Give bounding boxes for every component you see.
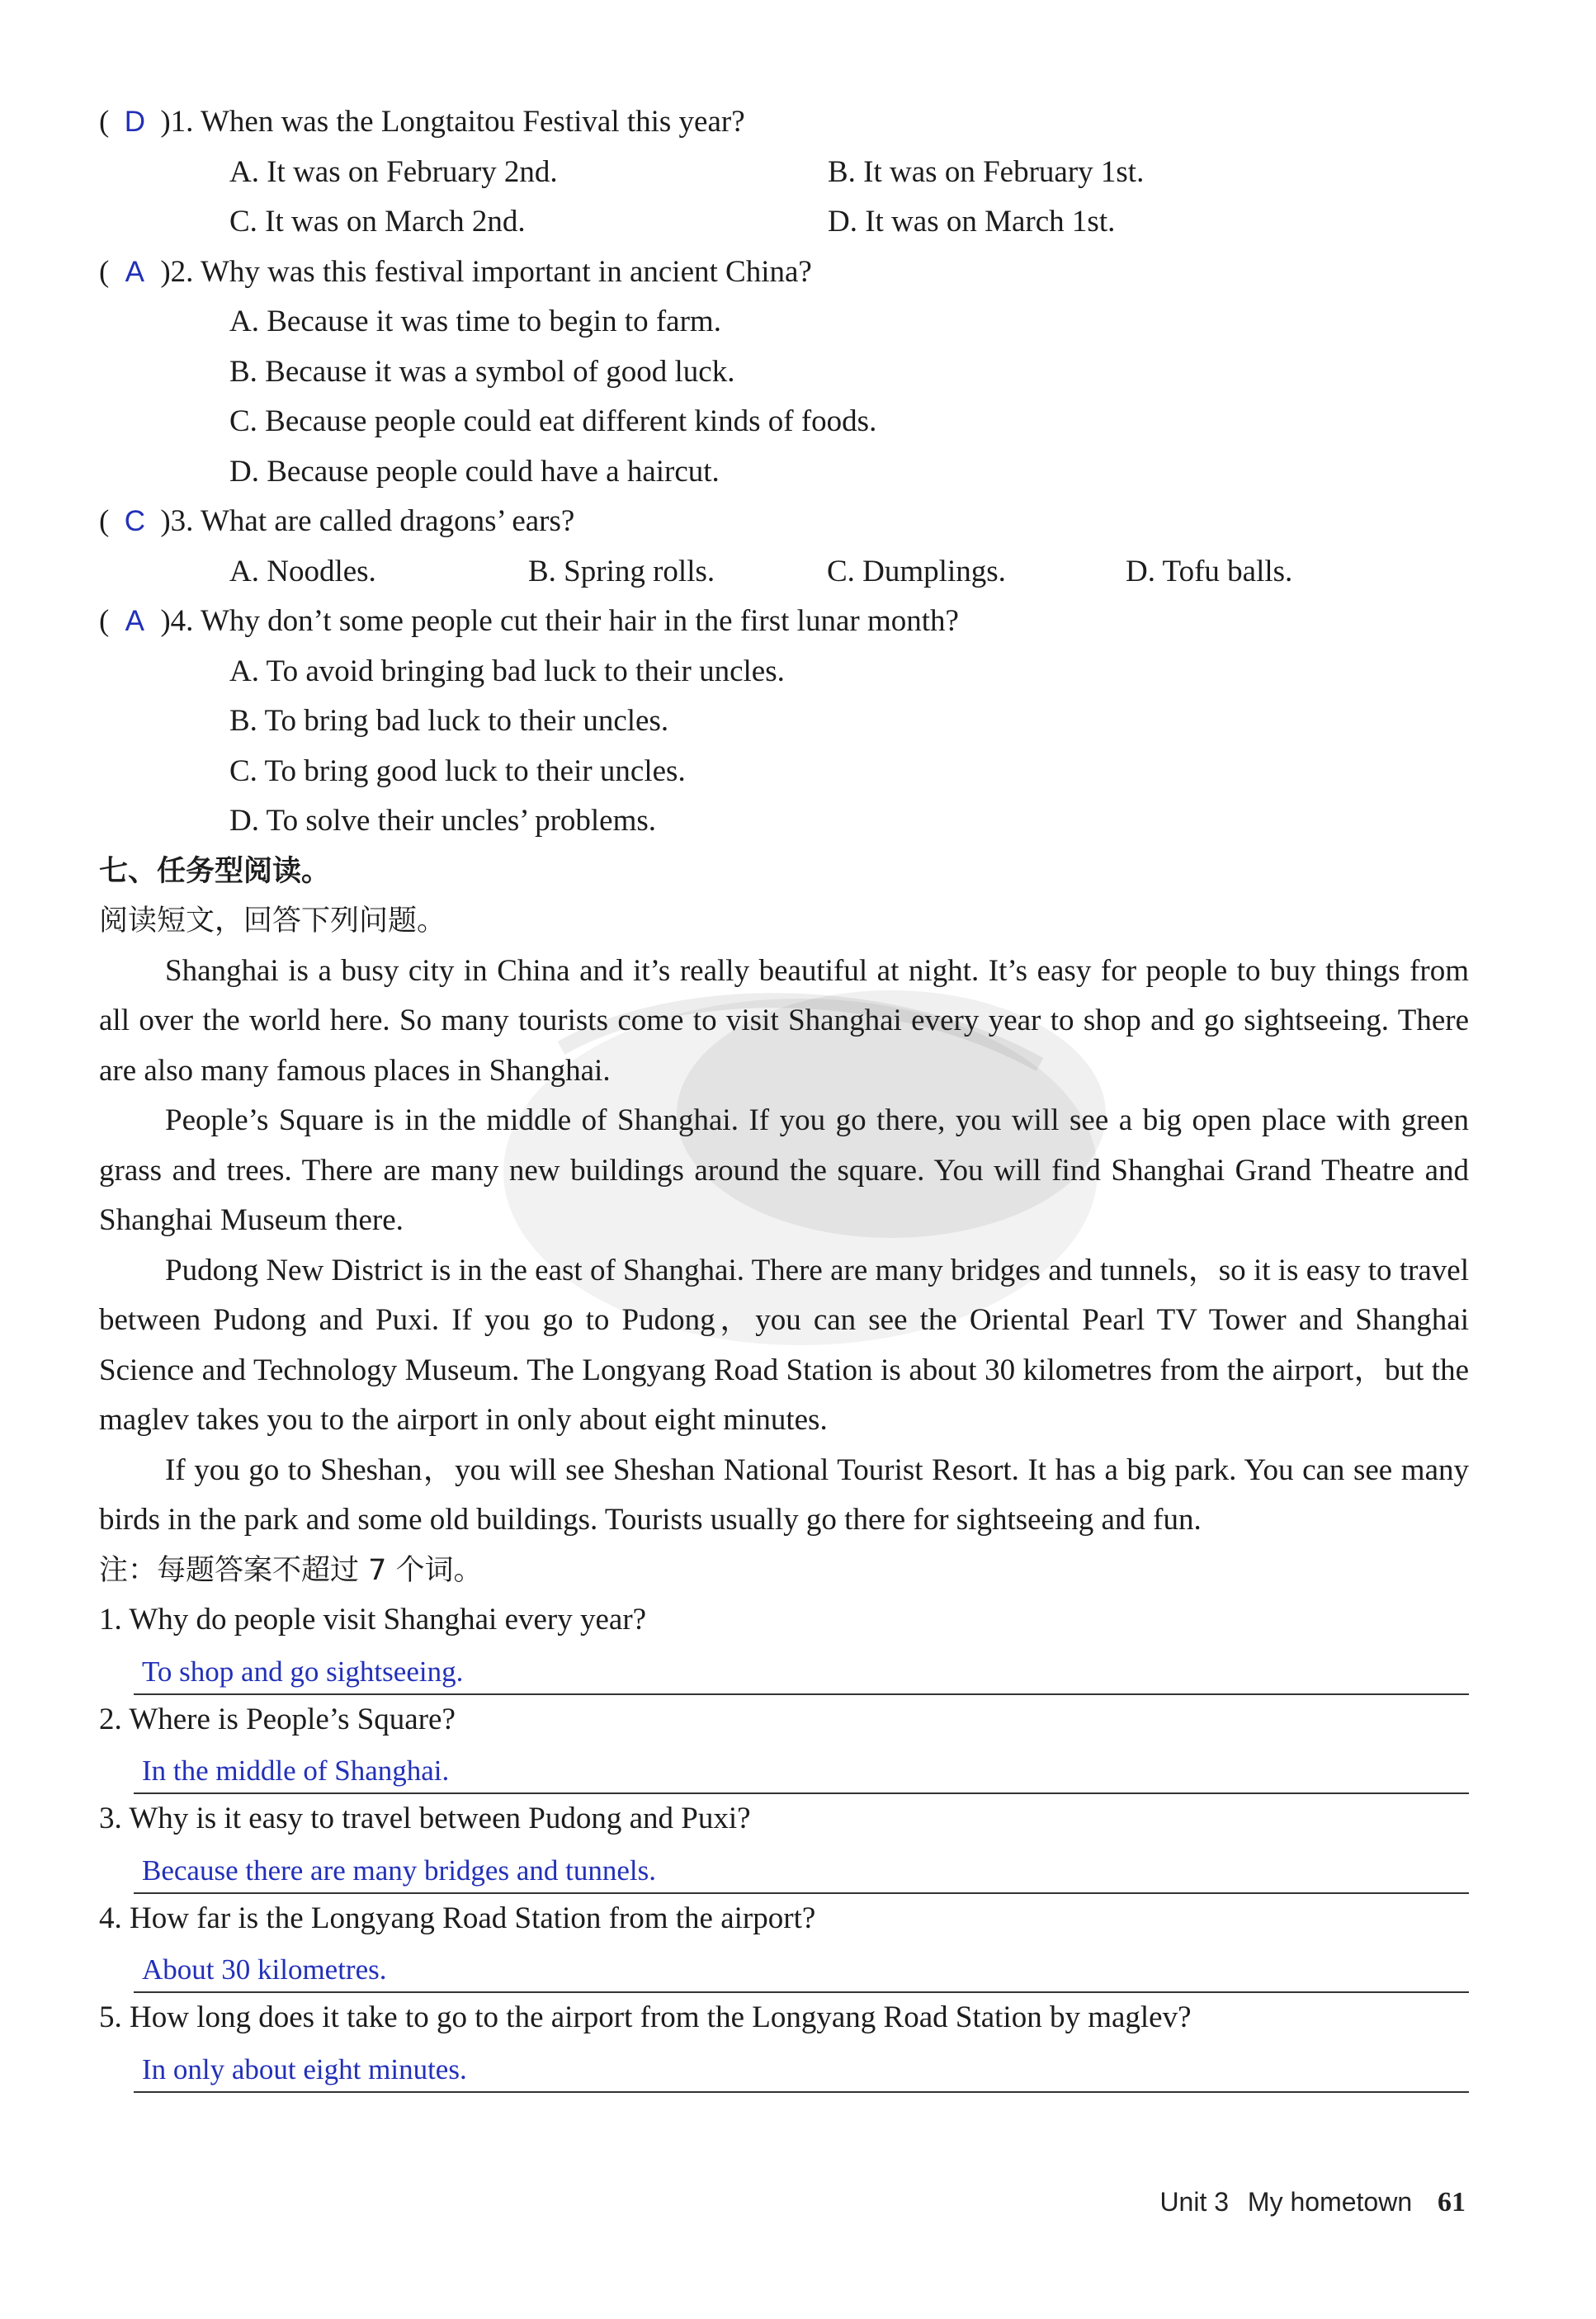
qa-question-2: 2. Where is People’s Square?	[99, 1702, 456, 1736]
qa-answer-line-1	[134, 1646, 1469, 1695]
section-heading: 七、任务型阅读。	[99, 854, 331, 888]
question-3-stem: )3. What are called dragons’ ears?	[160, 504, 575, 538]
option: A. Noodles.	[229, 554, 376, 588]
question-1-stem: )1. When was the Longtaitou Festival this year?	[160, 105, 745, 139]
footer-unit: Unit 3	[1159, 2187, 1230, 2217]
option: D. Tofu balls.	[1126, 554, 1293, 588]
qa-answer-2: In the middle of Shanghai.	[142, 1755, 450, 1787]
qa-question-1: 1. Why do people visit Shanghai every year?	[99, 1603, 647, 1637]
qa-answer-4: About 30 kilometres.	[142, 1953, 387, 1986]
worksheet-page	[99, 97, 1469, 2093]
question-4: ( A )4. Why don’t some people cut their hair in the first lunar month?	[99, 597, 1469, 647]
option: C. Dumplings.	[827, 554, 1006, 588]
option: C. To bring good luck to their uncles.	[229, 753, 686, 788]
answer-1: D	[124, 106, 145, 138]
qa-answer-1: To shop and go sightseeing.	[142, 1655, 464, 1688]
option: B. It was on February 1st.	[828, 154, 1145, 189]
option: B. Because it was a symbol of good luck.	[229, 354, 735, 389]
option: D. To solve their uncles’ problems.	[229, 804, 657, 838]
qa-answer-line-5	[134, 2043, 1469, 2093]
answer-4: A	[125, 605, 144, 637]
passage-paragraph: Pudong New District is in the east of Shanghai. There are many bridges and tunnels，so it is easy to travel between Pudong and Puxi. If you go to Pudong，you can see the Oriental Pearl TV Tower and Shanghai Science and Technology Museum. The Longyang Road Station is about 30 kilometres from the airport，but the maglev takes you to the airport in only about eight minutes.	[99, 1253, 1469, 1437]
passage-paragraph: People’s Square is in the middle of Shanghai. If you go there, you will see a big open place with green grass and trees. There are many new buildings around the square. You will find Shanghai Grand Theatre and Shanghai Museum there.	[99, 1103, 1469, 1237]
section-instruction: 阅读短文，回答下列问题。	[99, 904, 446, 938]
answer-3: C	[124, 505, 145, 537]
footer-title: My hometown	[1247, 2187, 1413, 2217]
question-3-options	[99, 547, 1469, 597]
qa-question-5: 5. How long does it take to go to the airport from the Longyang Road Station by maglev?	[99, 2000, 1192, 2034]
qa-answer-line-4	[134, 1944, 1469, 1993]
qa-answer-5: In only about eight minutes.	[142, 2052, 467, 2085]
option: A. It was on February 2nd.	[229, 154, 558, 189]
question-3: ( C )3. What are called dragons’ ears?	[99, 497, 1469, 547]
answer-note: 注：每题答案不超过 7 个词。	[99, 1553, 483, 1587]
option: B. Spring rolls.	[528, 554, 715, 588]
option: A. Because it was time to begin to farm.	[229, 305, 721, 338]
qa-question-4: 4. How far is the Longyang Road Station from the airport?	[99, 1901, 816, 1935]
page-number: 61	[1438, 2187, 1466, 2217]
qa-answer-line-3	[134, 1844, 1469, 1894]
option: C. Because people could eat different kinds of foods.	[229, 404, 877, 438]
option: C. It was on March 2nd.	[229, 205, 526, 239]
option: B. To bring bad luck to their uncles.	[229, 704, 669, 738]
question-1-options-row-2	[99, 197, 1469, 248]
qa-answer-line-2	[134, 1745, 1469, 1794]
qa-question-3: 3. Why is it easy to travel between Pudong and Puxi?	[99, 1802, 751, 1835]
question-1: ( D )1. When was the Longtaitou Festival this year?	[99, 97, 1469, 148]
passage-paragraph: If you go to Sheshan，you will see Sheshan National Tourist Resort. It has a big park. You can see many birds in the park and some old buildings. Tourists usually go there for sightseeing and fun.	[99, 1452, 1469, 1537]
qa-answer-3: Because there are many bridges and tunnels.	[142, 1854, 656, 1887]
question-2-stem: )2. Why was this festival important in ancient China?	[160, 254, 812, 289]
question-4-stem: )4. Why don’t some people cut their hair in the first lunar month?	[160, 604, 959, 638]
page-footer	[1159, 2187, 1466, 2218]
option: D. It was on March 1st.	[828, 205, 1116, 239]
question-2: ( A )2. Why was this festival important in ancient China?	[99, 248, 1469, 298]
question-1-options-row-1	[99, 148, 1469, 198]
answer-2: A	[125, 255, 144, 288]
option: D. Because people could have a haircut.	[229, 454, 720, 489]
passage-paragraph: Shanghai is a busy city in China and it’s really beautiful at night. It’s easy for people to buy things from all over the world here. So many tourists come to visit Shanghai every year to shop and go sightseeing. There are also many famous places in Shanghai.	[99, 953, 1469, 1088]
option: A. To avoid bringing bad luck to their uncles.	[229, 654, 785, 688]
